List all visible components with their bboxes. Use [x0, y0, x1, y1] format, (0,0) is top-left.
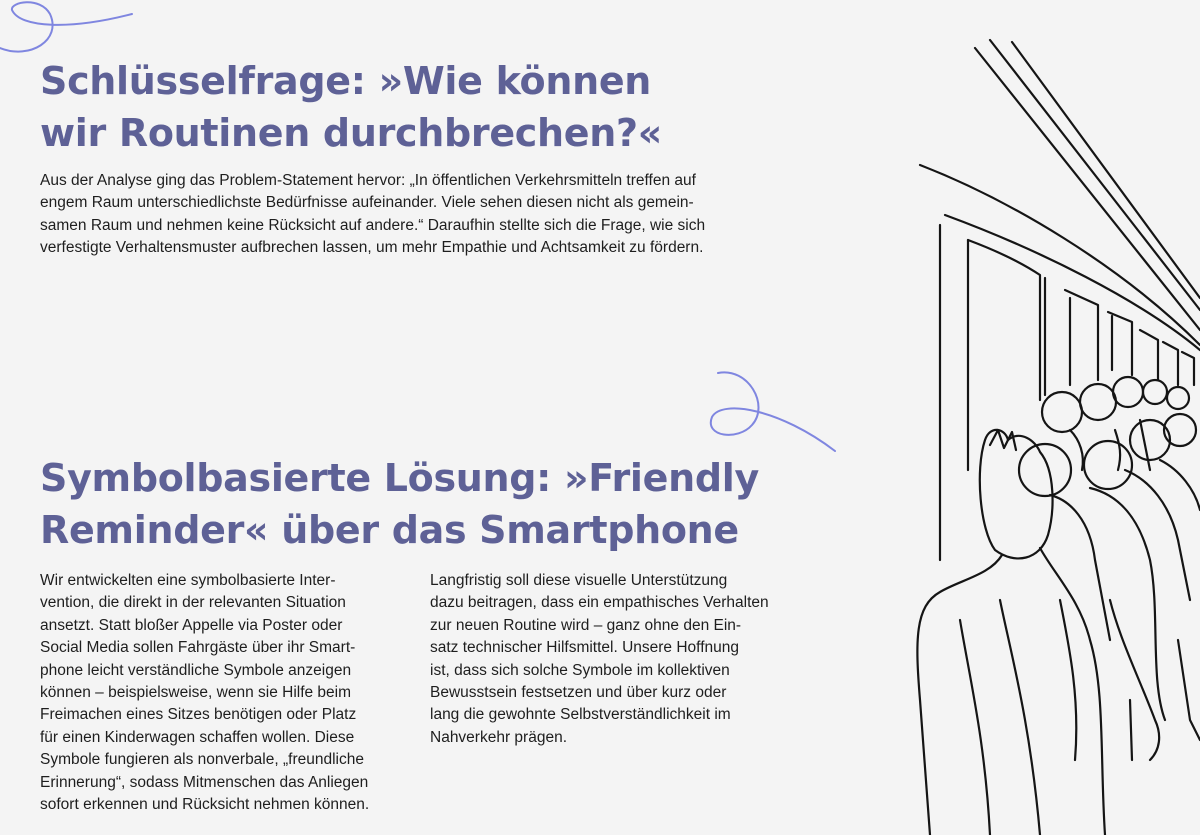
solution-paragraph-right: Langfristig soll diese visuelle Unterstützung dazu beitragen, dass ein empathisches Verhalten zur neuen Routine wird – ganz ohne den Ein- satz technischer Hilfsmittel. Unsere Hoffnung ist, dass sich solche Symbole im kollektiven Bewusstsein festsetzen und über kurz oder lang die gewohnte Selbstverständlichkeit im Nahverkehr prägen.: [430, 572, 769, 746]
key-question-heading: Schlüsselfrage: »Wie können wir Routinen durchbrechen?«: [40, 59, 662, 155]
problem-statement-paragraph: Aus der Analyse ging das Problem-Statement hervor: „In öffentlichen Verkehrsmitteln treffen auf engem Raum unterschiedlichste Bedürfnisse aufeinander. Viele sehen diesen nicht als gemein- samen Raum und nehmen keine Rücksicht auf andere.“ Daraufhin stellte sich die Frage, wie sich verfestigte Verhaltensmuster aufbrechen lassen, um mehr Empathie und Achtsamkeit zu fördern.: [40, 172, 706, 257]
squiggle-doodle-middle: [700, 365, 850, 455]
solution-heading: Symbolbasierte Lösung: »Friendly Reminder« über das Smartphone: [40, 456, 759, 552]
solution-paragraph-left: Wir entwickelten eine symbolbasierte Inter- vention, die direkt in der relevanten Situation ansetzt. Statt bloßer Appelle via Poster oder Social Media sollen Fahrgäste über ihr Smart- phone leicht verständliche Symbole anzeigen können – beispielsweise, wenn sie Hilfe beim Freimachen eines Sitzes benötigen oder Platz für einen Kinderwagen schaffen wollen. Diese Symbole fungieren als nonverbale, „freundliche Erinnerung“, sodass Mitmenschen das Anliegen sofort erkennen und Rücksicht nehmen können.: [40, 572, 370, 814]
crowded-train-illustration: [900, 0, 1200, 835]
